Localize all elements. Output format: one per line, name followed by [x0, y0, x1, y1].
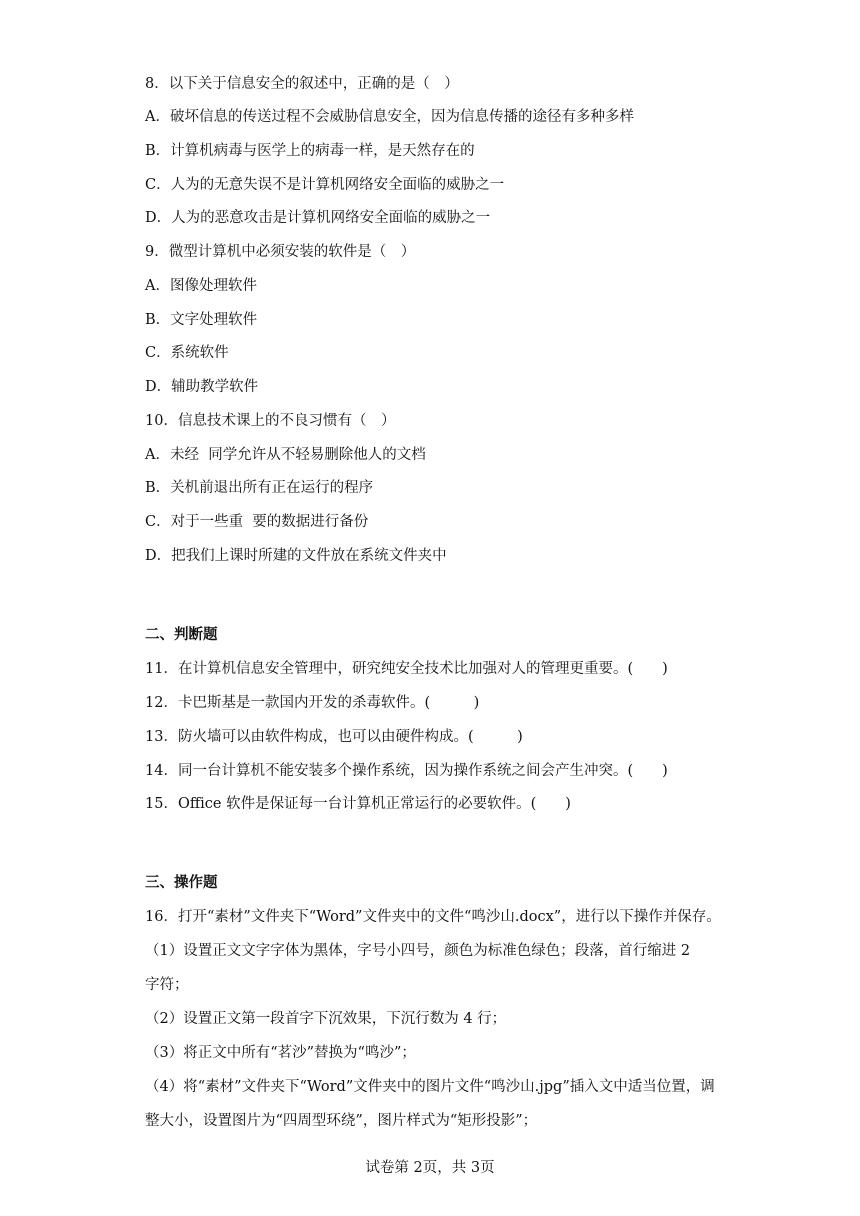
judge-item-14: 14．同一台计算机不能安装多个操作系统，因为操作系统之间会产生冲突。( )	[145, 763, 668, 779]
question-10-option-c: C．对于一些重 要的数据进行备份	[145, 514, 369, 530]
question-9-option-b: B．文字处理软件	[145, 312, 258, 328]
operation-line-1: 16．打开“素材”文件夹下“Word”文件夹中的文件“鸣沙山.docx”，进行以下操作并保存。	[145, 909, 721, 925]
judge-item-12: 12．卡巴斯基是一款国内开发的杀毒软件。( )	[145, 695, 480, 711]
operation-line-6: （4）将“素材”文件夹下“Word”文件夹中的图片文件“鸣沙山.jpg”插入文中适当位置，调	[145, 1079, 715, 1095]
question-10-option-b: B．关机前退出所有正在运行的程序	[145, 480, 374, 496]
question-8-option-b: B．计算机病毒与医学上的病毒一样，是天然存在的	[145, 143, 475, 159]
operation-line-7: 整大小，设置图片为“四周型环绕”，图片样式为“矩形投影”；	[145, 1113, 538, 1129]
question-9-option-a: A．图像处理软件	[145, 278, 257, 294]
judge-item-11: 11．在计算机信息安全管理中，研究纯安全技术比加强对人的管理更重要。( )	[145, 661, 668, 677]
question-8-option-c: C．人为的无意失误不是计算机网络安全面临的威胁之一	[145, 177, 505, 193]
question-10-option-d: D．把我们上课时所建的文件放在系统文件夹中	[145, 548, 447, 564]
question-8-option-a: A．破坏信息的传送过程不会威胁信息安全，因为信息传播的途径有多种多样	[145, 109, 634, 125]
question-9-stem: 9．微型计算机中必须安装的软件是（ ）	[145, 244, 416, 260]
page-footer: 试卷第 2页，共 3页	[365, 1160, 495, 1176]
question-8-stem: 8．以下关于信息安全的叙述中，正确的是（ ）	[145, 76, 459, 92]
question-8-option-d: D．人为的恶意攻击是计算机网络安全面临的威胁之一	[145, 210, 491, 226]
operation-line-2: （1）设置正文文字字体为黑体，字号小四号，颜色为标准色绿色；段落，首行缩进 2	[145, 943, 691, 959]
question-10-stem: 10．信息技术课上的不良习惯有（ ）	[145, 413, 396, 429]
judge-item-13: 13．防火墙可以由软件构成，也可以由硬件构成。( )	[145, 729, 523, 745]
question-10-option-a: A．未经 同学允许从不轻易删除他人的文档	[145, 447, 426, 463]
operation-line-3: 字符；	[145, 977, 189, 993]
section-operation-title: 三、操作题	[145, 874, 218, 891]
question-9-option-c: C．系统软件	[145, 345, 229, 361]
operation-line-4: （2）设置正文第一段首字下沉效果，下沉行数为 4 行；	[145, 1011, 507, 1027]
question-9-option-d: D．辅助教学软件	[145, 379, 259, 395]
section-judge-title: 二、判断题	[145, 626, 218, 643]
judge-item-15: 15．Office 软件是保证每一台计算机正常运行的必要软件。( )	[145, 796, 571, 812]
operation-line-5: （3）将正文中所有“茗沙”替换为“鸣沙”；	[145, 1045, 416, 1061]
